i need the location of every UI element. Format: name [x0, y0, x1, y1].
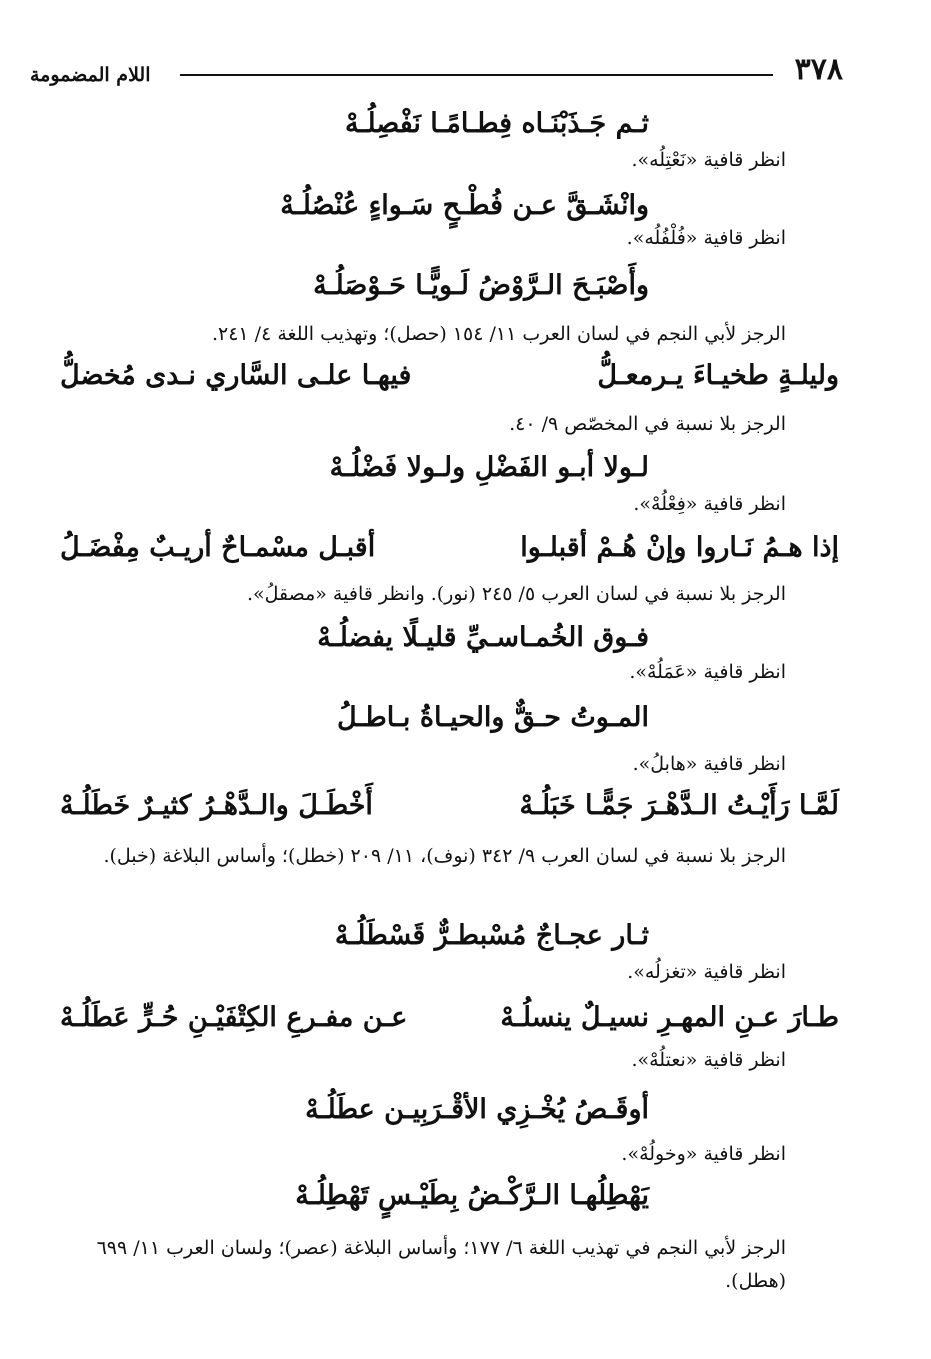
- verse-line: لـولا أبـو الفَضْلِ ولـولا فَضْلُـهْ: [329, 452, 649, 483]
- verse-line: [60, 532, 839, 564]
- source-note: انظر قافية «فُلْفُلُه».: [626, 227, 786, 249]
- header-rule: [180, 74, 773, 76]
- verse-line: [60, 360, 839, 392]
- first-hemistich: طـارَ عـنِ المهـرِ نسيـلٌ ينسلُـهْ: [500, 1002, 839, 1033]
- verse-line: أوقَـصُ يُخْـزِي الأقْـرَبِيـن عطَلُـهْ: [305, 1094, 649, 1125]
- first-hemistich: إذا هـمُ نَـاروا وإنْ هُـمْ أقبلـوا: [520, 532, 839, 563]
- source-note: انظر قافية «فِعْلُهْ».: [633, 493, 786, 515]
- source-note: انظر قافية «نعتلُهْ».: [631, 1049, 786, 1071]
- verse-line: ثـار عجـاجٌ مُسْبطـرٌّ قَسْطَلُـهْ: [334, 920, 649, 951]
- second-hemistich: عـن مفـرعِ الكِتْفَيْـنِ حُـرٍّ عَطَلُـهْ: [60, 1002, 408, 1033]
- source-note: انظر قافية «نَعْتِلُه».: [631, 149, 786, 171]
- verse-line: وأَصْبَـحَ الـرَّوْضُ لَـويًّـا حَـوْصَلُـهْ: [313, 270, 649, 301]
- source-note: انظر قافية «عَمَلُهْ».: [629, 661, 786, 683]
- second-hemistich: أقبـل مسْمـاحٌ أريـبٌ مِفْضَـلُ: [60, 532, 376, 563]
- source-note: انظر قافية «هابلُ».: [632, 753, 786, 775]
- source-note: انظر قافية «تغزلُه».: [627, 961, 786, 983]
- first-hemistich: لَمَّـا رَأَيْـتُ الـدَّهْـرَ جَمًّـا خَبَلُـهْ: [519, 790, 839, 821]
- verse-line: فـوق الخُمـاسـيِّ قليـلًا يفضلُـهْ: [317, 622, 649, 653]
- verse-line: يَهْطِلُهـا الـرَّكْـضُ بِطَيْـسٍ تَهْطِلُـهْ: [295, 1180, 649, 1211]
- verse-line: وانْشَـقَّ عـن فُطْـحٍ سَـواءٍ عُنْصُلُـهْ: [280, 190, 649, 221]
- source-note: الرجز بلا نسبة في لسان العرب ٩/ ٣٤٢ (نوف)، ١١/ ٢٠٩ (خطل)؛ وأساس البلاغة (خبل).: [103, 845, 786, 867]
- source-note: انظر قافية «وخولُهْ».: [621, 1143, 786, 1165]
- running-title: اللام المضمومة: [30, 64, 151, 86]
- verse-line: [60, 790, 839, 822]
- source-note: الرجز بلا نسبة في لسان العرب ٥/ ٢٤٥ (نور). وانظر قافية «مصقلُ».: [246, 583, 786, 605]
- source-note: الرجز لأبي النجم في لسان العرب ١١/ ١٥٤ (حصل)؛ وتهذيب اللغة ٤/ ٢٤١.: [211, 323, 786, 345]
- first-hemistich: وليلـةٍ طخيـاءَ يـرمعـلُّ: [597, 360, 839, 391]
- source-note: الرجز لأبي النجم في تهذيب اللغة ٦/ ١٧٧؛ وأساس البلاغة (عصر)؛ ولسان العرب ١١/ ٦٩٩ (هطل).: [96, 1237, 786, 1293]
- second-hemistich: فيهـا علـى السَّاري نـدى مُخضلُّ: [60, 360, 412, 391]
- source-note: الرجز بلا نسبة في المخصّص ٩/ ٤٠.: [509, 413, 786, 435]
- verse-line: [60, 1002, 839, 1034]
- verse-line: المـوتُ حـقٌّ والحيـاةُ بـاطـلُ: [336, 702, 649, 733]
- page-number: ٣٧٨: [794, 52, 843, 87]
- verse-line: ثـم جَـذَبْنَـاه فِطـامًـا نَفْصِلُـهْ: [344, 108, 649, 139]
- second-hemistich: أَخْطَـلَ والـدَّهْـرُ كثيـرٌ خَطَلُـهْ: [60, 790, 373, 821]
- page-header: [30, 52, 843, 92]
